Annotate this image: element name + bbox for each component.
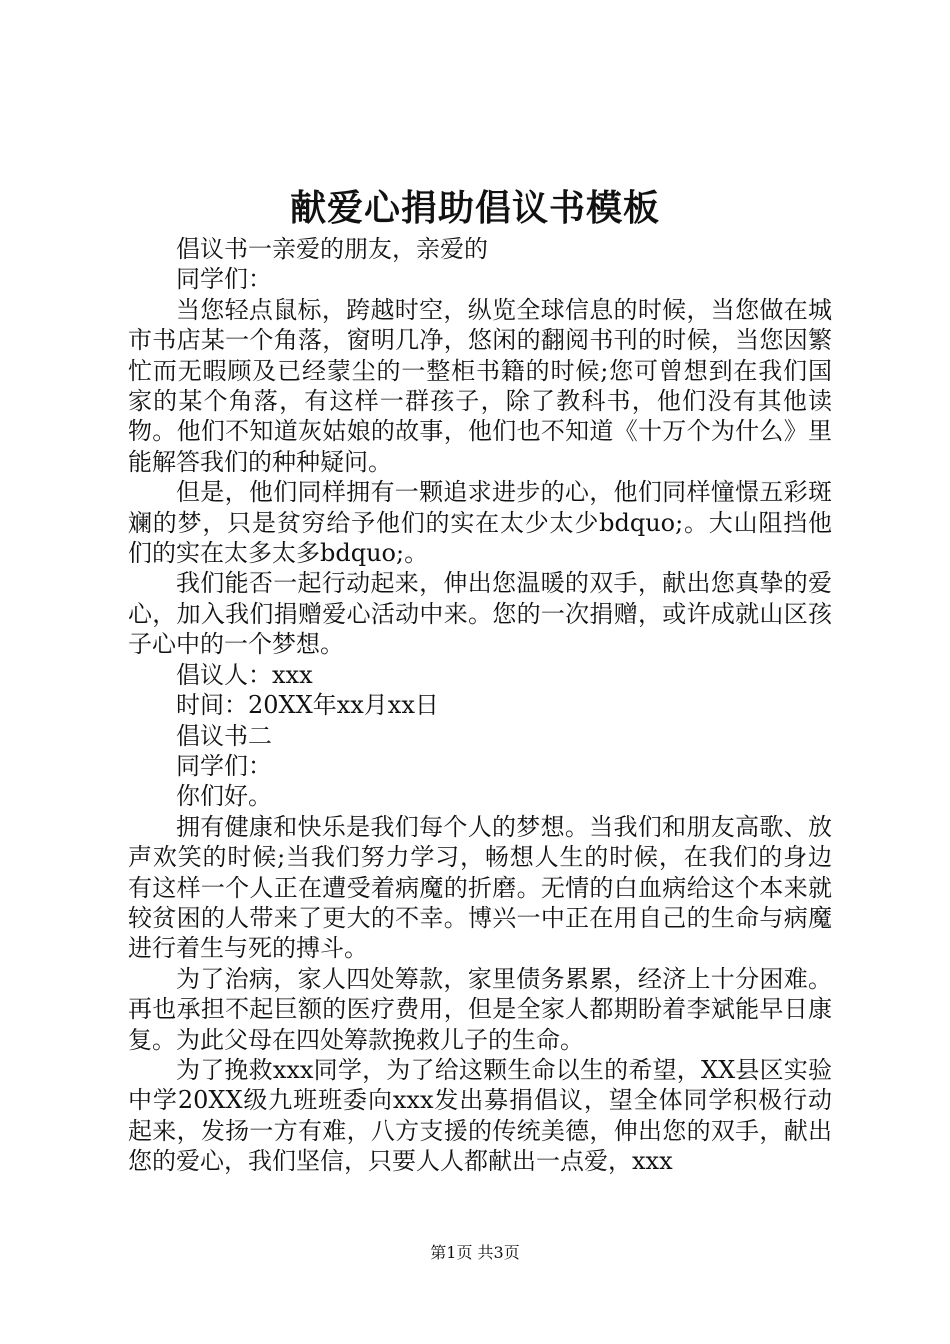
document-body [128, 234, 832, 1177]
paragraph-1: 倡议书一亲爱的朋友，亲爱的 [176, 235, 488, 263]
paragraph-12: 为了治病，家人四处筹款，家里债务累累，经济上十分困难。再也承担不起巨额的医疗费用，但是全家人都期盼着李斌能早日康复。为此父母在四处筹款挽救儿子的生命。 [128, 964, 832, 1054]
paragraph-13: 为了挽救xxx同学，为了给这颗生命以生的希望，XX县区实验中学20XX级九班班委向xxx发出募捐倡议，望全体同学积极行动起来，发扬一方有难，八方支援的传统美德，伸出您的双手，献出您的爱心，我们坚信，只要人人都献出一点爱，xxx [128, 1055, 832, 1176]
paragraph-11: 拥有健康和快乐是我们每个人的梦想。当我们和朋友高歌、放声欢笑的时候;当我们努力学习，畅想人生的时候，在我们的身边有这样一个人正在遭受着病魔的折磨。无情的白血病给这个本来就较贫困的人带来了更大的不幸。博兴一中正在用自己的生命与病魔进行着生与死的搏斗。 [128, 812, 832, 963]
paragraph-6: 倡议人：xxx [176, 660, 313, 689]
paragraph-5: 我们能否一起行动起来，伸出您温暖的双手，献出您真挚的爱心，加入我们捐赠爱心活动中来。您的一次捐赠，或许成就山区孩子心中的一个梦想。 [128, 569, 832, 659]
paragraph-3: 当您轻点鼠标，跨越时空，纵览全球信息的时候，当您做在城市书店某一个角落，窗明几净，悠闲的翻阅书刊的时候，当您因繁忙而无暇顾及已经蒙尘的一整柜书籍的时候;您可曾想到在我们国家的某个角落，有这样一群孩子，除了教科书，他们没有其他读物。他们不知道灰姑娘的故事，他们也不知道《十万个为什么》里能解答我们的种种疑问。 [128, 295, 832, 476]
paragraph-10: 你们好。 [176, 782, 272, 811]
paragraph-8: 倡议书二 [176, 721, 272, 750]
paragraph-2: 同学们： [176, 265, 272, 294]
document-title: 献爱心捐助倡议书模板 [289, 187, 660, 229]
paragraph-4: 但是，他们同样拥有一颗追求进步的心，他们同样憧憬五彩斑斓的梦，只是贫穷给予他们的实在太少太少bdquo;。大山阻挡他们的实在太多太多bdquo;。 [128, 478, 832, 568]
page-footer: 第1页 共3页 [430, 1243, 520, 1262]
paragraph-9: 同学们： [176, 751, 272, 780]
paragraph-7: 时间：20XX年xx月xx日 [176, 691, 439, 720]
